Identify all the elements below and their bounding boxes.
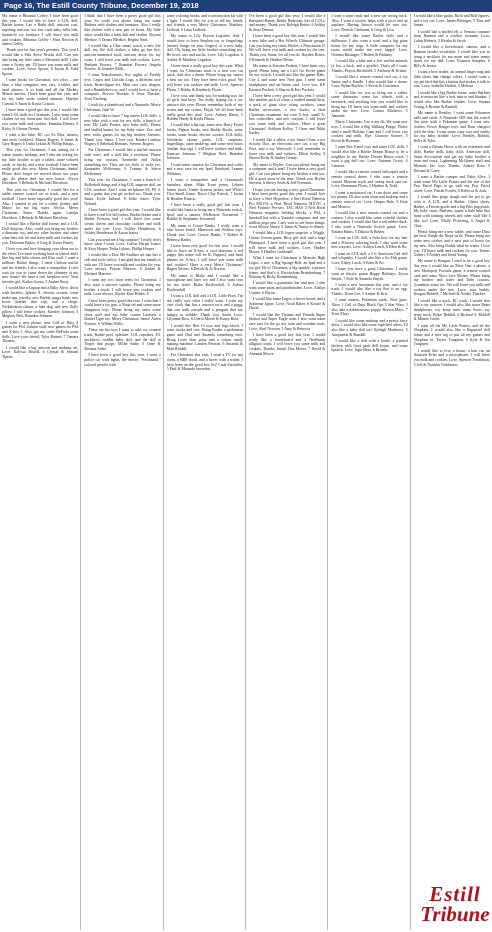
letter-to-santa: For Christmas this year, I want a TV for my room, a BB8 droid, and a hover with a trailer. I have been on the good boy list! Cade Snowden, 5 Paul & Miranda Snowden. (166, 353, 243, 372)
letter-to-santa: I would like a lap top, some new Harry Potter books, Pigeon books, new Buddy Books, some books, some books, electric scooter, LOL dolls, Scholastic skinny pants, LOL surprises, fingerlings, some make-up, and some new boots (leather that zip). I will leave cookies and milk. Kamryn Johnson, 7 Meghan Neel, Brandon Johnson. (166, 123, 243, 161)
letter-to-santa: I would like a new remote control car and a camera. I also would like some colorful clothes and cookies. I would also like a red rubber duck. I also want a Nintendo Switch game. Love, Tiziana Hains, 5 Dakota & Bobby. (331, 210, 408, 234)
letter-to-santa: My name is Rhianna Coffey. I have been good this year. I would like to have a LOL doll, Barbie house, Lav a Barbi doll, unicorn coat, anything unicorn, toy bar, cash baby bells bob, furamicle toy furniture. I will leave you milk and cookies. Rhianna Coffey / Shea Newton & James Coffey. (2, 14, 79, 47)
letter-to-santa: This year for Christmas, I am asking for a slime, ponies, makeup, and I also am asking for my little brother to get a tablet, some colored cards, or trucks, and a new football. I have been really good this year. Merry Christmas, Santa! Please don't forget we moved about two years ago. So please find our new house. Alyvia Davidson, 5 Belinda & Michael Davidson. (2, 148, 79, 186)
letter-to-santa: I would like some Legos, a hover board, and a Sapienna figure. Love, Noah Baker, 6 Kristie & David. (248, 297, 326, 311)
letter-to-santa: I would like a Uber smart watch, a new life doll, my life doll clothes, a baby go bye bye, unicorn-animated stuff, unicorn decor for my room. I will leave you milk and cookies. Love, Raelynn Powers, 7 Brandon Powers, Angela Powers, & Jennifer Mills. (84, 43, 161, 72)
letter-to-santa: I would like a remote control helicopter and a remote control drone. I also want a remote control Monster truck and racing truck and car. Love, Bentzmen Flynn, 5 Heather & Todd. (331, 170, 408, 189)
letters-column-4 (249, 14, 328, 930)
letter-to-santa: I've been a good girl this year. I would like a Barnyard Bunny, Bobby Bedroom, lots of LOLs, and money. Thank you. Ryleigh Bettes, 6 Ashley & Jesse Deaton. (248, 14, 326, 33)
letter-to-santa: I would like to love a house, a hair car, an Amazon Echo and a microphone. I will leave you milk and cookies. Love, Spencer Tomlinson, 5 Jeff & Natasha Tomlinson. (413, 348, 490, 367)
letter-to-santa: I have been very good for this year. I would like to have an X-box, a cool dinosaur, a red puppy (his name will be R. Fuppus), and head phones for X-box. I will leave you some milk and cookies! Have a very Merry Christmas! Hagen Nevins, 6 Derick & Jo Norton. (166, 243, 243, 272)
newspaper-logo (420, 884, 490, 930)
letter-to-santa: I would like a remote control race car, a toy Santa, and a Kindle. I also would like a drone. Love, Rylan Bayless, 5 Kevin & Constance. (331, 74, 408, 89)
letter-to-santa: I want a bow maker, an animal finger ring and little shoes that change colors. I would want a toy pet bird that has a button that makes it talk to you. Love, Isabella Shiffett, 5 Melissa. (413, 70, 490, 89)
letter-to-santa: I would like a Dior Me-Stuffins set that has a crib and tools with it. I am glad that my family is with me. I'll leave you milk and cookies for you. Love always, Peyton Marrero, 6 Jordan & Michael Marrero. (84, 253, 161, 277)
letter-to-santa: I would like for you to bring me a tablet, some dinosaurs, some hot wheels with a racetrack, and anything else you would like to bring me. I'll leave you some milk and cookies under the tree. Love, Connor Mathews, 5 Amanda. (331, 90, 408, 119)
letter-to-santa: I want a Barbie camper and Baby Alive. I want some My Little Ponies and the rest of the Paw Patrol Pups to go with my Paw Patrol tower. Love, Farrah Fowler, 6 Rebecca & Josh. (413, 175, 490, 194)
letter-to-santa: My name is Blake and I would like a microphone and laser toy and I also want toys for my sister. Blake Kuykendall, 6 Joshua Kuykendall. (166, 273, 243, 292)
letter-to-santa: I want an LOL doll, a 5 ft American Girl doll and a Squishy. I would also like a Go Fish game. Love, Elsley Lasch, 6 Eden & Bo. (331, 251, 408, 265)
letter-to-santa: I would like glogs dough and the pet to go with it. A LOL and a Barbie. Glitter shoes, Barbie, a Frozen goods and a big Piks pup plush. My baby sister, Raelynn, wants a little bike like mine with training wheels and other stuff like I like too! Love, Molly Pickering, 6 Angel & Clint. (413, 195, 490, 228)
letter-to-santa: I have been a good boy this year. I would really like a hoverboard and a Nerfbomb alligator truck. I will leave you some milk and cookies. Thanks, Santa! Dax Moore, 7 David & Amanda Moore. (248, 333, 326, 356)
letter-to-santa: I would like to have 7 big sisters LOL dolls, a new bike with a seat for my dolls, a bunch of new My Little Ponies, new baby dolls. Please and stuffed bunny for my baby sister, Zoe, and new video games for my big brother, Stevens. Thank you, Santa. I love you. Kindra Lindsay Rogers, 6 Rebekah Romans, Stevens Rogers. (84, 114, 161, 147)
letter-to-santa: I would like a stuffed elf, a Ventura costume from Batman and a cowboy costume. Love, Lukas Roberts, 5 Keisha & Jacob. (413, 29, 490, 44)
letter-to-santa: I want some surprise for Christmas and crafts and a new case for my Ipad. Reinhard, Leanne Williams. (166, 162, 243, 176)
letter-to-santa: I want a new phone, new Call of Duty 4 games for PS4, fortnite stuff, new games for PS4 and X-box 1. Also, get my cattle ReFrida some dolls. Love your friend, Tyler Barnes, 7 Tamara Thomas. (2, 320, 79, 344)
letter-to-santa: I think that I have been a pretty good girl this year. So could you please bring me some Barbies with clothes and furniture. Also I really like clothes with a new pair of boots. My little sister would like a baby doll and clothes. Shyann Bledsoe, 5 Donny Bledsoe, Regina Neal. (84, 14, 161, 42)
letter-to-santa: I have been a really good boy this year. What I want for Christmas most is a new tow car truck. And also a drone. Please bring my sisters a new toy too. They have been extra good. We will leave you cookies and milk. Love, Spencer Flynn, 5 Bobby & Kimberly Flynn. (166, 64, 243, 92)
letter-to-santa: I want a trampoline and a Guacamole Smasher, slime, Mike Tront jersey, Lebron James shoes, Under Armour jacket, and What's That Smell Game. Bryce Clay Patrick, 7 Justin & Heather Patrick. (166, 178, 243, 202)
letter-to-santa: My name is Brylee. Can you please bring me a computer and a tent? I have been a very good girl. Can you please bring my brother a tent too. He is good most of the time. Thank you. Brylee Stevens, 6 Sherry Seals & Jeff Freeman. (248, 162, 326, 186)
letter-to-santa: I want Paw Patrol toys and some LOL dolls. I would also like a Barbie Dream House to be a neighbor to my Barbie Dream House truck. I want a pig doll too. Love, Autumn Covey, 6 Leonora. (331, 145, 408, 169)
letter-to-santa: I hope you are having a very good Christmas. I have been pretty good this year. I would love to have a Nerf Hyperfire, a Nerf Rival Nemesis Pro MXVII, a Nerf Rival Nemesis MXVII, a Nerf Fortnite Pre-sets. TAC HAS 4 Nerf Rival Nemesis magnetic holding blocks, a PS4, a baseball bat with a Youtube computer, and one million pogo-pen. Can't wait to see those things. Jovia Moore Abney, 6 Justin & Nancy Jo Abney. (248, 187, 326, 230)
letter-to-santa: I have been a good girl this year. I would like some LOL dolls for Christmas. I also want some clothes for my American Girl doll. I will leave you some milk and cookies. Emmlaa Dennis, 6 Ricky & Gleana Dennis. (2, 107, 79, 131)
letter-to-santa: I want an LOL doll, a Sofa bow for my hair and a Princess coloring book. I also want some new crayons. Love, Ashlyn Lasch, 6 Eden & Bo. (331, 235, 408, 250)
logo-line-estill: Estill (429, 882, 481, 906)
letters-column-2 (84, 14, 163, 930)
letters-column-3 (167, 14, 246, 930)
letters-page (2, 14, 490, 930)
letter-to-santa: I would like a blue guitar, Rock and Roll figures, and a toy cat. Love, James Pittenger, 5 Tina and James. (413, 14, 490, 28)
letter-to-santa: Please bring me a new tablet, and some Dino pet bear. Ralph the Ninja turtle. Please bring me some new clothes and a new pair of boots for my new. Also bring Daddy what he wants. I love you. I'll leave milk and cookies for you. Tanner Gilbert, 8 Ashley and Jerad Young. (413, 229, 490, 258)
letter-to-santa: Thank you for last year's presents. This year I would like a Fabi Steve Nivida doll. Can you also bring my little sister a Mermaid doll? I also want a Twisty pet. I'll leave you some milk and cookies. Love, Sevia Spoon, 6 Justin & Todd Spoon. (2, 48, 79, 76)
letter-to-santa: I would like a big Barbie house, some Barbies and accessories like a bed, mirror and blanket. I would also like Barbie clothes. Love, Savana Young, 6 Brooke & Randall. (413, 90, 490, 109)
letter-to-santa: I want a dirt bike, RC car, Ex Max, drones, and races (cookies). Mason Rogers, 6 James & Gary Rogers 6 Tosha Lykins & Phillip Hargus. (2, 132, 79, 147)
letter-to-santa: I have been a good girl this year. I would like to have a real life doll nebot, Barbie dream and a Barbie Princess bed. I will leave you some cream cheese and chocolate cookies and milk under the tree. Love, Ashley Henderson, 6 Ashley Henderson & Aaron Isaacs. (84, 207, 161, 236)
letter-to-santa: I would like some makeup and a pretty furry dress. I would also like some high heel shoes. I'd also like a baby doll too! Ryleigh Matthews, 5 Annjanette & Randall. (331, 318, 408, 337)
letter-to-santa: I would like a big unicorn and makeup set. Love, Kalyssa Bissell, 6 Crystal & Samuel Tipton. (2, 345, 79, 360)
logo-line-tribune: Tribune (420, 902, 490, 926)
page-header (0, 0, 492, 12)
letter-to-santa: My name is Gracie Banks. I really want a blue hover board, Minecraft and Roblox toys. Thank you. Love, Gracie Banks, 7 Robert & Rebecca Banks. (166, 223, 243, 242)
letter-to-santa: These are the toys I want to add, rcr, cement truck, Barbie pool, splashee, LOL cupcakes, EY necklaces, toddler baby doll, and the doll at Target that poops. Millie Sadie, 5 Gene & Deanna Sadie. (84, 328, 161, 352)
letter-to-santa: I love you, and thank you for making toys for all girls and boys. I'm really hoping for a toy unicorn this year. Please remember both of my sisters and my cousin, Elijah. We all have been really good this year! Love, Aubrey Hardy, 5 Holden Hardy & Kayla Flinan. (166, 93, 243, 122)
letter-to-santa: I would like a bike and a few stuffed animals (a fox, a duck, and a giraffe). That's all I want. Thanks, Peyton Birchfield, 5 Anthony & Kristin. (331, 59, 408, 73)
letter-to-santa: Merry Christmas. Got is my dh. We want new toys. I would like a Big Walking Puppy. Please send a small Holiday Cane and I will leave you cookies and milk. Bye. Grayson Stoeser, 5 Kevin & Roxanne. (331, 120, 408, 144)
letter-to-santa: Can you send me a big surprise? I really don't know what I want. Love, Colton Harper Isaacs & Kory Harper Tosha Lykins, Phillip Harper. (84, 237, 161, 252)
letters-column-5 (331, 14, 410, 930)
letter-to-santa: I have been a really good girl this year. I would like Santa to bring me a Nintendo switch, Ipod, and a camera. McKenzie Townsend, 7 Robbie & Stephanie Townsend. (166, 203, 243, 222)
letter-to-santa: I would like a doll with a bottle, a painted kitchen with food, pink doll house, and some lipstick. Love, Isgia Beys, 6 Brenda. (331, 339, 408, 353)
letter-to-santa: What I want for Christmas is Monster High Legos, a tree, a Big Sponge Bob, an Ipad and a toy girl Elf of Christmas, a big sparkle, a picture frame, and that's it. Brookelynn Brandenburg, 7 Brittany & Ricky Brandenburg. (248, 256, 326, 280)
letter-to-santa: I would like some Barbie dolls and a dollhouse. I also want a scarf and a big giant house for my dogs. A little computer for my room would make me very happy! Love, Gemma Bitsinger, 5 Robert & Bethany. (331, 34, 408, 58)
letter-to-santa: I want a Dream Horse with an extension and slide, Barbie dolls, baby dolls, American doll, Santa decorations and get my baby brother a train and truck. Lightening McQueen stuff and Monster, Inc. toys. Thanks. Aubrey Ross, 5 Destina & Casey. (413, 145, 490, 173)
letter-to-santa: I hope you have a great Christmas. I really want an electric guitar Happy Holidays. Tyson Smyth, 7 Kyle & Amanda Smyth. (331, 267, 408, 281)
letter-to-santa: I have been a good boy this year. I want a police car with lights, the movie, "Ferdinand," colored pencils with (84, 353, 161, 367)
letter-to-santa: I have been a very good girl this year. I would like another pack of slime, a stuffed animal kitty, a pack of giant slow rising swishies, some Barbie accessories, a few books, a blue Christmas ornament, my own X-box, small X-box controllers, and new crayons. I will leave you some milk and cookies. Have a great Christmas! Ashlynn Kelley, 7 Gene and Nikki Kelley. (248, 93, 326, 136)
letter-to-santa: I have been a good boy this year. I would like a new bike and a Hot Wheels Ultimate garage. Can you bring my sister, Brylee, a Playstation 4? We will leave you milk and cookies by the tree. Thank you, Santa, for all you do. Hayden Bettes, 6 Kenneth & Heather Bettes. (248, 34, 326, 62)
letter-to-santa: I want a new snowman this year, and a toy truck. I would also like a toy that is an egg. Thanks. Kiree Lee, 5 Amber & Kris. (331, 282, 408, 297)
letter-to-santa: My name is Lily Peyton Logsdon. And I would love to have Stephen toy or fingerlings (money hangs on your fingers) or a new baby doll. Oh, bring my little brother something too. He loves cars and trucks. Love, Lily Logsdon, 6 Ashley & Matthew Logsdon. (166, 34, 243, 62)
letter-to-santa: I want a train track and a new car racing track. Also, I want a scooter helps with a racer and an airplane. Having Saturn would be nice too. Love, Derrick Chrisman, 6 Greg & Lisa. (331, 14, 408, 33)
letter-to-santa: My name is Keagan. I tried to be a good boy this year. I would like an Xbox One, a phone, a new Monopoly Fortnite game, a remote control card and some Xbox Live Money. Please bring my brother and sister and little cousins, Grandmas some too. We will leave you milk and cookies under the tree. Love, your buddy, Keagan Riddell, 7 Michael & Ashley Thacker. (413, 259, 490, 297)
letter-to-santa: I want a motorized car. I can drive and some toy planes. I'll also want some nail makeup and a remote control car. Love, Harper Hale, 6 Kent and Monica. (331, 190, 408, 209)
letter-to-santa: My name is Karsten Puckett, I have been very good. Please bring me a Let's Go Eevee game for my switch, I would also like the games Halo, City 2 and some new Nerf gun. I need some headphones and an Itunes card. Love you, KP. Karsten Puckett, 6 Sharon & Eric Puckett. (248, 64, 326, 92)
letter-to-santa: I want my two front teeth for Christmas. I also want a unicorn squishy. Please bring my brother a truck. I will leave you cookies and milk. Love always, Brylee Kate Hobbs, 6 (84, 278, 161, 297)
letter-to-santa: I would like Ben 10 toys and lego block, I want trucks and cars. Bring Kaden a spiderman game and Dad and Amanda something nice. Bring Lexie blue pony and a cotton candy making machine. Landen Newton, 6 Amanda & Matt Riddell. (166, 323, 243, 352)
letter-to-santa: I would like a hoverboard, camera, and a Batman hoodie sweatshirt. I would like you to bring a necklace for my mom and some tennis shoes for my dad. Love, Kamryn Samples, 6 Billy & Jenica. (413, 45, 490, 69)
letter-to-santa: some coloring books, and a construction kit with a light. I would like for you to tell my family and friends a very Merry Christmas. Matthew Ledford, 6 Lana Ledford. (166, 14, 243, 33)
letter-to-santa: For Christmas, I would like a stuffed unicorn with scarf, and a doll like a newborn. Please bring my cousins, Kennedie and Nolan something too. They are too little to write yet. Kennadee McKenney, 6 Tommy & Sierra McKenney. (84, 148, 161, 176)
letter-to-santa: I would like a tablet, a toy Santa Claus, a toy Scooby Doo, an electronic race car, a toy Big Foot, and a toy Werewolf. I will remember to leave you milk and cookies. Elliott Kelley, 8 Shawn Kirby & Amber Gentry. (248, 137, 326, 161)
letter-to-santa: I want a LOL doll and a LOL Little Pony. I'm not really sure what I really want. I want my own clock that has a unicorn on it and a piggy that can walk outside and a penguin that say hungry to wobble. Thank you, Santa. Love, Lilyanna Ross, 6 Cierra Moore & Kasey Ross. (166, 293, 243, 322)
letter-to-santa: I would like a Laptop and a Baby Alive, shirts with hoodies, Iphone X, electric scooter, some make-ups, jewelry, new Barbie, piggy bank, new boots (leather that zip), and a sleigh. Nickelodeon slimes, a fake dog, and new fluffy pillow. I will leave cookies. Kaesley Johnson, 5 Meghan Neel, Brandon Johnson. (2, 286, 79, 319)
letter-to-santa: My name is Bentley. I want some Pokemon balls and cards. A Nintendo 3DS that the switch this time with a Pokemon game. I want new clothes, Power Ranger toys, and Dino chargers with the dino. I want some copy toys and outfits for my baby brother. Love, Bentley Riddell, Kelly & Tyler. (413, 110, 490, 144)
letter-to-santa: I want books for Christmas, two rolos – one blue, a blue computer, new cars, a tablet, and head phones. A xs bank and all the Mickey Mouse movies. I have been good this year, and for my baby sister stuffed animals. Haydyn Conrad, 6 Jason & Kayla Conrad. (2, 78, 79, 106)
letter-to-santa: I want all the My Little Ponies, and all the Shopkins. I would also like a Rapunzel doll house and a nice tog to put all my games and Shopkins in. Taylor Tungsten, 5 Kyle & Jen Tungsten. (413, 323, 490, 347)
letter-to-santa: I would like a gymnastic bar and mat. I also want some paint and paintbrushes. Love, Adalyn Conner, 6 Bryan. (248, 281, 326, 295)
letter-to-santa: I would like a truck, RC truck. I would also like a toy unicorn. I would also like some Beats headphones, toy army men, army boots, toy army truck. Ryker Riddell, 6 Richard S. Riddell & Minnie Green. (413, 298, 490, 322)
letter-to-santa: I have been pretty good this year. I wish that I could have a toy gun, a Ninja set and some more Imaginext toys. Please bring my sister some clues stuff and my baby cousin Lindsela a Daniel Tiger toy. Merry Christmas, Santa! Aiden Poynter, 6 Willam Willis. (84, 298, 161, 327)
letter-to-santa: I would like a Barbie doll house, and a LOL Doll Surprise. Also, could you bring my brother a dinosaur toy, and my other brother and sister what they ask for and leave milk and cookies for you. Delorean Bailey, 6 Greg & Tonya Bailey. (2, 222, 79, 245)
letter-to-santa: I would like the Thomas and Friends Super Station and Super Eagle train. I also want some race cars for the go my train and wooden track. Love, Abel Newton, 5 Amy & Rebecca. (248, 312, 326, 331)
letter-to-santa: I love you and love bringing your ideas out to the elves. I've been working hard at school and I like big and little sisters and Elsa stuff. I want a millions Barbie things. I need Chelsea outfits and her friends. I also want a trampoline. I can't wait for you to come down the chimney at my new house! We have a real fireplace now! Your favorite girl, Kailea Goens, 5 Amber Story. (2, 247, 79, 284)
letter-to-santa: I would like a LOL hyper surprise, a Wiggle, Gizmo Groom game, Bitsy girl doll, and a huge Pikmipool. I have been a good girl this year. I will leave milk and cookies. Love, Hadley Moses, 6 Heather Goldsnell. (248, 231, 326, 255)
letter-to-santa: This year for Christmas, I want a bunch of Rollerball things and a big LOL surprise doll, an LOL condom. And I want an Iphone 6S, PS 4, and a game that you get rocked too. Thank you, Santa. Kylie Irnland, 8 Jodie Jones, Tyler Noland. (84, 178, 161, 206)
letter-to-santa: This year for Christmas, I would like for a tablet, remote control car or truck, and a new football. I have been especially good this year! Also, I wanted to ask for a toblet, ponies, and Mateo for my big sister. Alyvia. Merry Christmas, Santa. Thanks again. Landyn Davidson, 5 Belinda & Michael Davidson. (2, 187, 79, 220)
page-header-text: Page 16, The Estill County Tribune, December 19, 2018 (4, 1, 199, 10)
letters-column-1 (2, 14, 81, 930)
letter-to-santa: I want Transformers, five nights of Freddy toys, Legos and Lincoln Logs, a different race track, Bruhl-figure set, Mini race cars, dragon, and a Bumblebee toy, and I would love to have a computer. Bryson Thacker, 6 Jesse Thacker, Scott Farthing. (84, 73, 161, 101)
letters-column-6 (414, 14, 490, 930)
letter-to-santa: I wish for a skateboard and a Nintendo. Merry Christmas, Jude W. (84, 103, 161, 112)
letter-to-santa: I want money, Pokemon cards, Nerf guns, Xbox 1 Call of Duty Black Ops 5 Star Wars. I also take a dabbersaurus puppy. Bryson Mays, 7 Traci Mays. (331, 298, 408, 317)
